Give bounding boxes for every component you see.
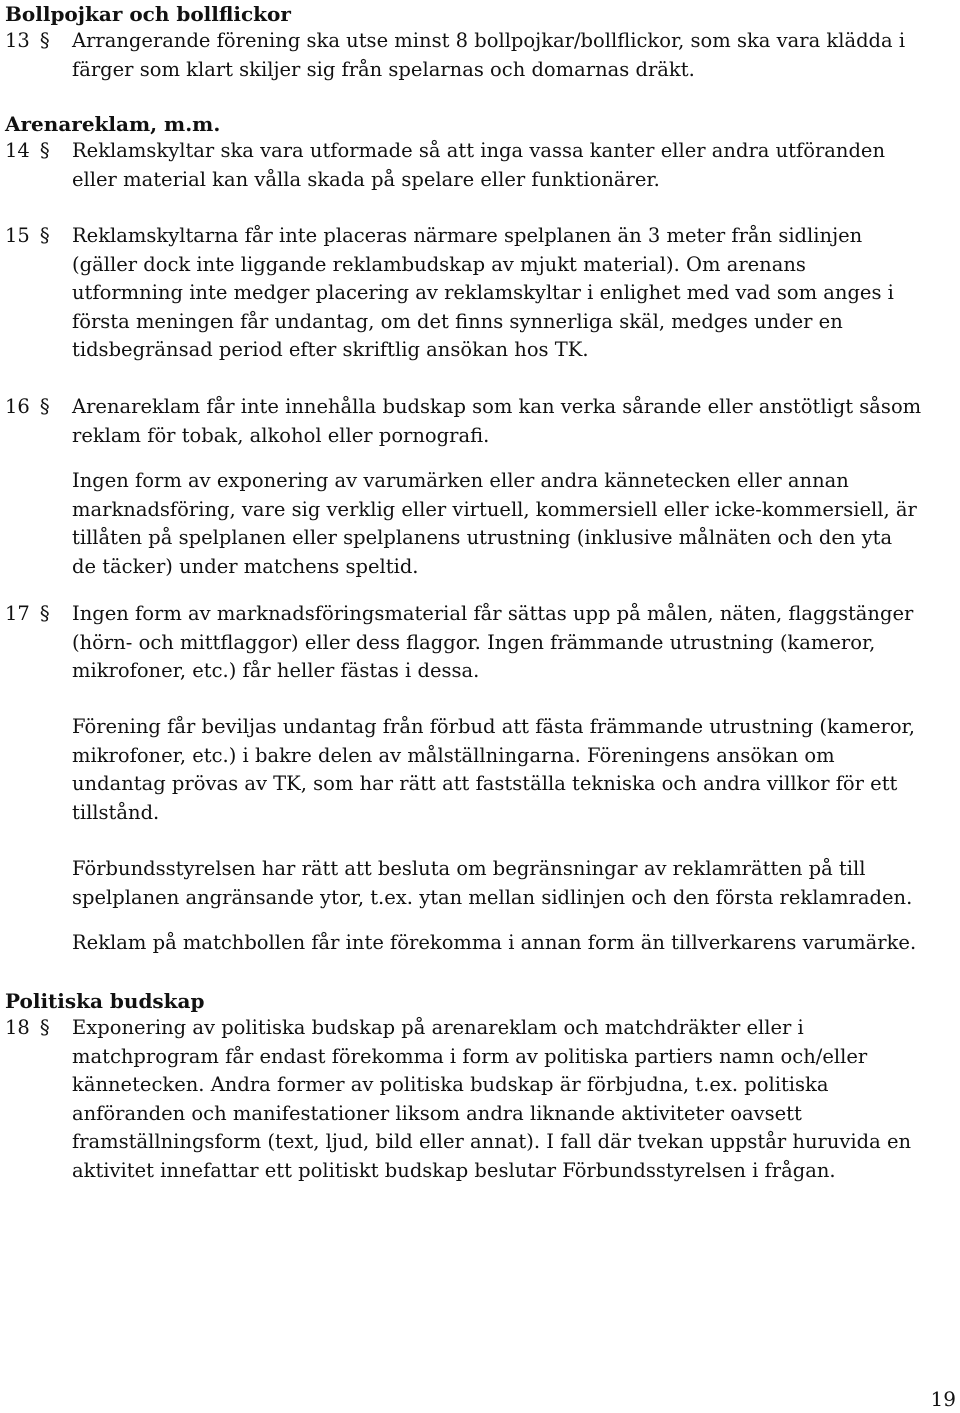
paragraph-number [5, 600, 50, 629]
text-line: spelplanen angränsande ytor, t.ex. ytan mellan sidlinjen och den första reklamraden. [72, 885, 913, 909]
paragraph-number [5, 137, 50, 166]
text-line: undantag prövas av TK, som har rätt att fastställa tekniska och andra villkor för ett [72, 772, 898, 795]
text-line: Ingen form av exponering av varumärken eller andra kännetecken eller annan [72, 469, 849, 492]
text-line: Förbundsstyrelsen har rätt att besluta om begränsningar av reklamrätten på till [72, 857, 866, 880]
paragraph-text [72, 27, 947, 84]
paragraph-text [72, 929, 947, 958]
text-line: (gäller dock inte liggande reklambudskap av mjukt material). Om arenans [72, 252, 806, 276]
paragraph-text [72, 600, 947, 686]
text-line: (hörn- och mittflaggor) eller dess flaggor. Ingen främmande utrustning (kameror, [72, 630, 876, 654]
text-line: tillåten på spelplanen eller spelplanens utrustning (inklusive målnäten och den yta [72, 526, 893, 549]
text-line: tidsbegränsad period efter skriftlig ansökan hos TK. [72, 338, 589, 361]
page-number: 19 [930, 1387, 956, 1411]
text-line: mikrofoner, etc.) i bakre delen av målställningarna. Föreningens ansökan om [72, 743, 835, 767]
section-heading: Bollpojkar och bollflickor [5, 2, 291, 26]
text-line: framställningsform (text, ljud, bild eller annat). I fall där tvekan uppstår huruvida en [72, 1130, 912, 1153]
text-line: mikrofoner, etc.) får heller fästas i dessa. [72, 659, 480, 682]
paragraph-text [72, 1014, 947, 1185]
text-line: utformning inte medger placering av reklamskyltar i enlighet med vad som anges i [72, 281, 894, 304]
text-line: färger som klart skiljer sig från spelarnas och domarnas dräkt. [72, 57, 695, 81]
section-heading: Politiska budskap [5, 989, 205, 1013]
paragraph-number [5, 1014, 50, 1043]
section-sign-icon: § [39, 602, 50, 625]
text-line: marknadsföring, vare sig verklig eller virtuell, kommersiell eller icke-kommersiell, är [72, 497, 917, 521]
text-line: Arenareklam får inte innehålla budskap som kan verka sårande eller anstötligt såsom [72, 395, 922, 418]
paragraph-text [72, 713, 947, 827]
section-sign-icon: § [39, 1016, 50, 1039]
text-line: matchprogram får endast förekomma i form av politiska partiers namn och/eller [72, 1044, 868, 1068]
paragraph-text [72, 855, 947, 912]
text-line: kännetecken. Andra former av politiska budskap är förbjudna, t.ex. politiska [72, 1073, 829, 1096]
text-line: första meningen får undantag, om det finns synnerliga skäl, medges under en [72, 309, 843, 333]
text-line: eller material kan vålla skada på spelare eller funktionärer. [72, 167, 660, 191]
paragraph-text [72, 393, 947, 450]
text-line: Arrangerande förening ska utse minst 8 bollpojkar/bollflickor, som ska vara klädda i [72, 29, 906, 52]
paragraph-number [5, 222, 50, 251]
paragraph-number-value: 17 [5, 602, 30, 625]
paragraph-text [72, 222, 947, 365]
paragraph-number-value: 13 [5, 29, 30, 52]
text-line: Exponering av politiska budskap på arenareklam och matchdräkter eller i [72, 1016, 804, 1039]
section-sign-icon: § [39, 139, 50, 162]
text-line: aktivitet innefattar ett politiskt budskap beslutar Förbundsstyrelsen i frågan. [72, 1158, 836, 1182]
section-heading: Arenareklam, m.m. [5, 112, 221, 136]
section-sign-icon: § [39, 395, 50, 418]
paragraph-number-value: 15 [5, 224, 30, 247]
paragraph-number-value: 16 [5, 395, 30, 418]
paragraph-number [5, 393, 50, 422]
paragraph-number-value: 18 [5, 1016, 30, 1039]
paragraph-number [5, 27, 50, 56]
paragraph-text [72, 137, 947, 194]
text-line: Förening får beviljas undantag från förbud att fästa främmande utrustning (kameror, [72, 715, 915, 738]
text-line: reklam för tobak, alkohol eller pornografi. [72, 423, 490, 447]
section-sign-icon: § [39, 29, 50, 52]
text-line: Reklamskyltar ska vara utformade så att inga vassa kanter eller andra utföranden [72, 139, 886, 162]
text-line: de täcker) under matchens speltid. [72, 554, 419, 578]
paragraph-text [72, 467, 947, 581]
text-line: tillstånd. [72, 800, 160, 824]
text-line: Reklam på matchbollen får inte förekomma i annan form än tillverkarens varumärke. [72, 931, 917, 954]
text-line: anföranden och manifestationer liksom andra liknande aktiviteter oavsett [72, 1101, 802, 1125]
text-line: Ingen form av marknadsföringsmaterial får sättas upp på målen, näten, flaggstänger [72, 602, 914, 625]
text-line: Reklamskyltarna får inte placeras närmare spelplanen än 3 meter från sidlinjen [72, 224, 863, 247]
paragraph-number-value: 14 [5, 139, 30, 162]
section-sign-icon: § [39, 224, 50, 247]
